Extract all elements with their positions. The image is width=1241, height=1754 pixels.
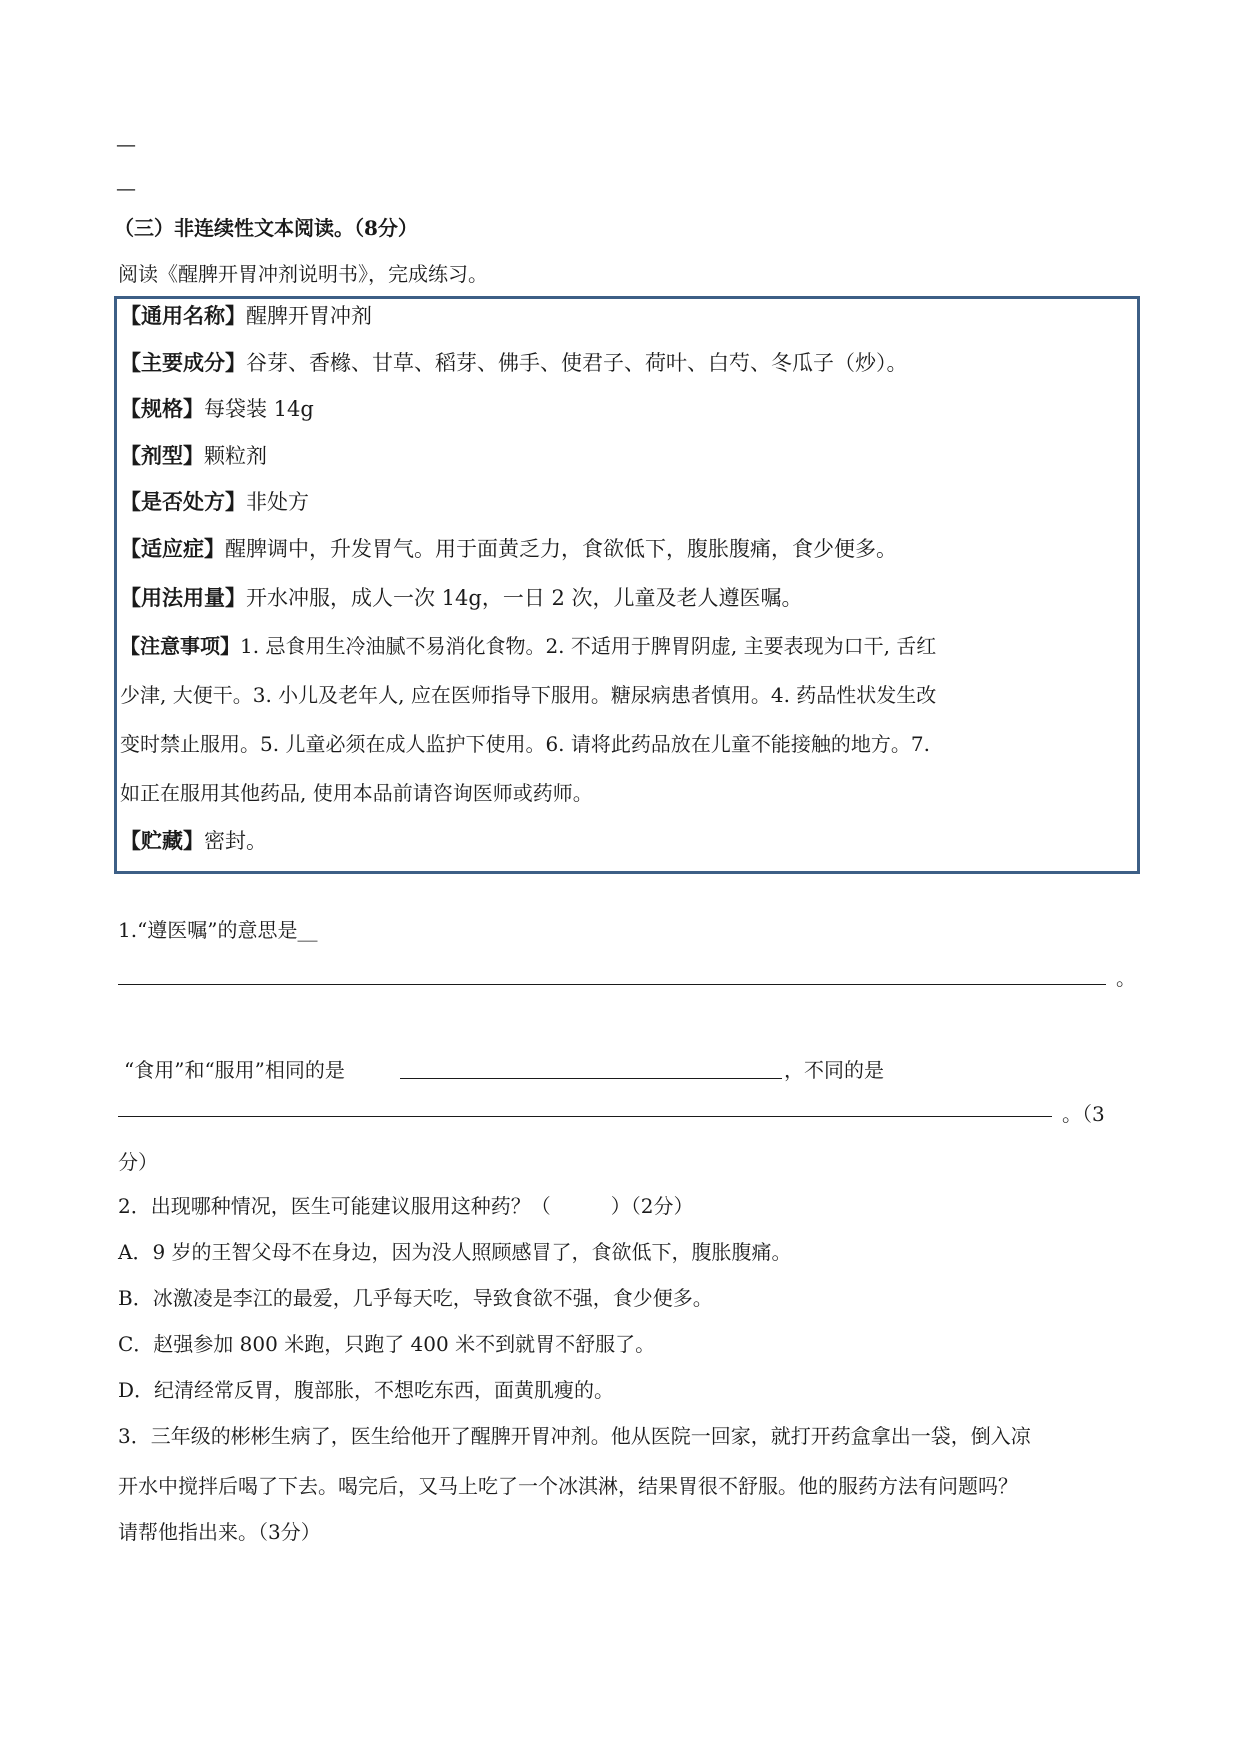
instruction: 阅读《醒脾开胃冲剂说明书》，完成练习。 bbox=[118, 262, 488, 286]
leaflet-value: 非处方 bbox=[246, 490, 309, 514]
leaflet-label: 【贮藏】 bbox=[120, 829, 204, 853]
leaflet-value: 醒脾开胃冲剂 bbox=[246, 304, 372, 328]
option-d: D．纪清经常反胃，腹部胀，不想吃东西，面黄肌瘦的。 bbox=[118, 1378, 615, 1402]
leaflet-item-storage bbox=[120, 825, 267, 855]
question-1b-cont: 分） bbox=[118, 1150, 158, 1174]
question-3-line: 请帮他指出来。（3分） bbox=[118, 1520, 321, 1544]
dash-mark: — bbox=[116, 176, 136, 200]
leaflet-item-usage bbox=[120, 582, 803, 612]
period-mark: 。 bbox=[1116, 966, 1136, 990]
option-c: C．赵强参加 800 米跑，只跑了 400 米不到就胃不舒服了。 bbox=[118, 1332, 656, 1356]
question-2: 2．出现哪种情况，医生可能建议服用这种药？（ ）（2分） bbox=[118, 1194, 694, 1218]
leaflet-notes-line: 变时禁止服用。5. 儿童必须在成人监护下使用。6. 请将此药品放在儿童不能接触的地方。7. bbox=[120, 732, 930, 756]
option-a: A．9 岁的王智父母不在身边，因为没人照顾感冒了，食欲低下，腹胀腹痛。 bbox=[118, 1240, 792, 1264]
leaflet-value: 每袋装 14g bbox=[204, 397, 314, 421]
leaflet-label: 【主要成分】 bbox=[120, 351, 246, 375]
answer-line[interactable] bbox=[118, 984, 1106, 985]
leaflet-item-spec bbox=[120, 393, 314, 423]
leaflet-label: 【用法用量】 bbox=[120, 586, 246, 610]
question-3-line: 开水中搅拌后喝了下去。喝完后，又马上吃了一个冰淇淋，结果胃很不舒服。他的服药方法有问题吗？ bbox=[118, 1474, 1018, 1498]
leaflet-value: 谷芽、香橼、甘草、稻芽、佛手、使君子、荷叶、白芍、冬瓜子（炒）。 bbox=[246, 351, 908, 375]
leaflet-item-indications bbox=[120, 533, 897, 563]
leaflet-item-prescription bbox=[120, 486, 309, 516]
leaflet-label: 【规格】 bbox=[120, 397, 204, 421]
question-3-line: 3．三年级的彬彬生病了，医生给他开了醒脾开胃冲剂。他从医院一回家，就打开药盒拿出一袋，倒入凉 bbox=[118, 1424, 1031, 1448]
leaflet-label: 【剂型】 bbox=[120, 444, 204, 468]
leaflet-notes-line: 如正在服用其他药品, 使用本品前请咨询医师或药师。 bbox=[120, 781, 593, 805]
leaflet-label: 【通用名称】 bbox=[120, 304, 246, 328]
option-b: B．冰激凌是李江的最爱，几乎每天吃，导致食欲不强，食少便多。 bbox=[118, 1286, 713, 1310]
leaflet-item-generic-name bbox=[120, 300, 372, 330]
leaflet-label: 【是否处方】 bbox=[120, 490, 246, 514]
question-1b-prefix: “食用”和“服用”相同的是 bbox=[124, 1058, 345, 1082]
question-1b-end: 。（3 bbox=[1062, 1102, 1105, 1126]
leaflet-notes-line bbox=[120, 630, 936, 659]
leaflet-item-ingredients bbox=[120, 347, 908, 377]
answer-line[interactable] bbox=[118, 1116, 1052, 1117]
leaflet-notes-line: 少津, 大便干。3. 小儿及老年人, 应在医师指导下服用。糖尿病患者慎用。4. 药品性状发生改 bbox=[120, 683, 937, 707]
answer-line[interactable] bbox=[400, 1078, 782, 1079]
leaflet-value: 1. 忌食用生冷油腻不易消化食物。2. 不适用于脾胃阴虚, 主要表现为口干, 舌红 bbox=[240, 634, 937, 658]
leaflet-label: 【适应症】 bbox=[120, 537, 225, 561]
leaflet-item-dosage-form bbox=[120, 440, 267, 470]
dash-mark: — bbox=[116, 132, 136, 156]
leaflet-label: 【注意事项】 bbox=[120, 634, 240, 658]
question-1: 1.“遵医嘱”的意思是__ bbox=[118, 918, 318, 942]
leaflet-value: 颗粒剂 bbox=[204, 444, 267, 468]
question-1b-mid: ，不同的是 bbox=[784, 1058, 884, 1082]
leaflet-value: 醒脾调中，升发胃气。用于面黄乏力，食欲低下，腹胀腹痛，食少便多。 bbox=[225, 537, 897, 561]
leaflet-value: 开水冲服，成人一次 14g，一日 2 次，儿童及老人遵医嘱。 bbox=[246, 586, 803, 610]
section-title: （三）非连续性文本阅读。（8分） bbox=[114, 216, 418, 240]
leaflet-value: 密封。 bbox=[204, 829, 267, 853]
